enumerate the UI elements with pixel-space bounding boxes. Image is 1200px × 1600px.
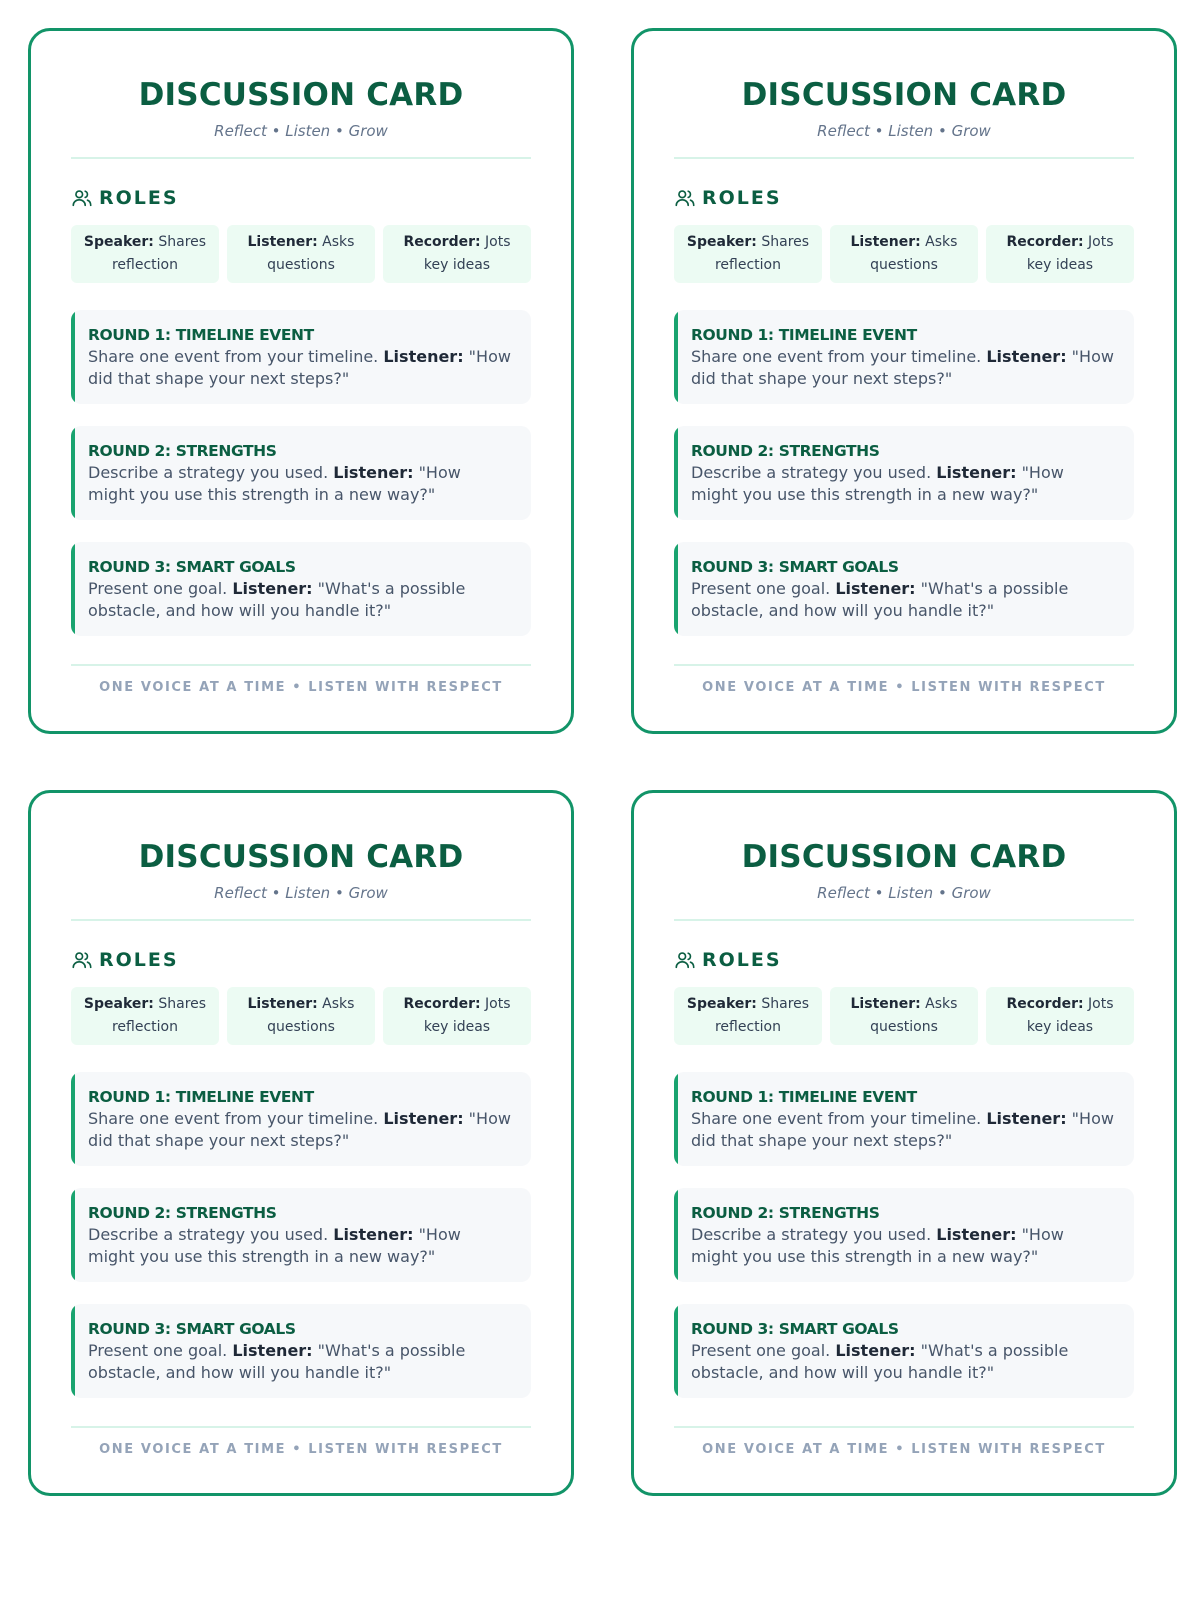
role-listener: [830, 225, 978, 283]
roles-heading: ROLES: [702, 949, 782, 971]
users-icon: [71, 187, 93, 209]
round-prompt: [88, 1340, 511, 1383]
prompt-text: Share one event from your timeline.: [88, 347, 384, 366]
role-desc-cont: key ideas: [423, 1019, 491, 1035]
discussion-card: [631, 790, 1177, 1496]
round-title: ROUND 3: SMART GOALS: [691, 558, 899, 576]
round-title: ROUND 2: STRENGTHS: [88, 1204, 277, 1222]
divider: [674, 919, 1134, 921]
roles-list: [71, 225, 531, 283]
listener-question: "How did that shape your next steps?": [88, 347, 511, 388]
role-listener: [830, 987, 978, 1045]
round-1: [674, 310, 1134, 404]
role-recorder: [383, 225, 531, 283]
round-title: ROUND 3: SMART GOALS: [88, 558, 296, 576]
round-2: [71, 1188, 531, 1282]
divider: [71, 157, 531, 159]
role-speaker: [674, 987, 822, 1045]
role-recorder: [986, 225, 1134, 283]
divider: [674, 157, 1134, 159]
round-2: [71, 426, 531, 520]
round-title: ROUND 2: STRENGTHS: [88, 442, 277, 460]
round-2: [674, 426, 1134, 520]
prompt-text: Present one goal.: [88, 1341, 233, 1360]
card-title: DISCUSSION CARD: [138, 839, 464, 875]
role-listener: [227, 225, 375, 283]
round-prompt: [88, 346, 511, 389]
round-prompt: [88, 462, 511, 505]
role-desc: Jots: [480, 234, 511, 250]
footer-divider: [71, 1426, 531, 1428]
role-recorder: [986, 987, 1134, 1045]
round-3: [71, 1304, 531, 1398]
round-3: [674, 1304, 1134, 1398]
round-prompt: [691, 1340, 1114, 1383]
prompt-text: Share one event from your timeline.: [691, 1109, 987, 1128]
role-desc: Shares: [756, 234, 810, 250]
card-title: DISCUSSION CARD: [138, 77, 464, 113]
discussion-card: [28, 28, 574, 734]
role-desc: Jots: [1083, 996, 1114, 1012]
role-desc: Shares: [153, 996, 207, 1012]
round-2: [674, 1188, 1134, 1282]
prompt-text: Describe a strategy you used.: [88, 1225, 334, 1244]
round-title: ROUND 2: STRENGTHS: [691, 442, 880, 460]
card-footer: ONE VOICE AT A TIME • LISTEN WITH RESPECT: [702, 1442, 1106, 1457]
role-desc-cont: reflection: [714, 257, 781, 273]
listener-label: Listener:: [383, 1109, 464, 1128]
listener-question: "How did that shape your next steps?": [691, 347, 1114, 388]
role-speaker: [71, 987, 219, 1045]
footer-divider: [71, 664, 531, 666]
round-prompt: [691, 578, 1114, 621]
role-desc-cont: questions: [267, 257, 335, 273]
round-prompt: [88, 578, 511, 621]
card-subtitle: Reflect • Listen • Grow: [817, 884, 991, 902]
role-desc: Jots: [480, 996, 511, 1012]
footer-divider: [674, 664, 1134, 666]
role-name: Listener:: [850, 996, 921, 1012]
round-prompt: [88, 1108, 511, 1151]
role-desc: Asks: [317, 234, 355, 250]
round-prompt: [691, 1224, 1114, 1267]
round-title: ROUND 1: TIMELINE EVENT: [88, 326, 314, 344]
listener-label: Listener:: [986, 1109, 1067, 1128]
round-prompt: [691, 462, 1114, 505]
round-prompt: [691, 1108, 1114, 1151]
users-icon: [674, 949, 696, 971]
roles-list: [674, 225, 1134, 283]
role-speaker: [674, 225, 822, 283]
prompt-text: Present one goal.: [691, 1341, 836, 1360]
discussion-card: [631, 28, 1177, 734]
role-desc: Asks: [920, 234, 958, 250]
role-name: Listener:: [850, 234, 921, 250]
role-name: Speaker:: [686, 234, 757, 250]
roles-header: [71, 185, 531, 211]
users-icon: [71, 949, 93, 971]
round-title: ROUND 3: SMART GOALS: [88, 1320, 296, 1338]
roles-list: [674, 987, 1134, 1045]
round-3: [71, 542, 531, 636]
listener-label: Listener:: [383, 347, 464, 366]
role-name: Listener:: [247, 234, 318, 250]
listener-label: Listener:: [333, 463, 414, 482]
listener-question: "What's a possible obstacle, and how will you handle it?": [88, 1341, 466, 1382]
listener-label: Listener:: [835, 579, 916, 598]
roles-header: [674, 185, 1134, 211]
role-desc-cont: key ideas: [423, 257, 491, 273]
round-prompt: [88, 1224, 511, 1267]
listener-question: "How might you use this strength in a new way?": [691, 1225, 1064, 1266]
prompt-text: Share one event from your timeline.: [88, 1109, 384, 1128]
role-desc-cont: reflection: [111, 1019, 178, 1035]
card-title: DISCUSSION CARD: [741, 839, 1067, 875]
card-subtitle: Reflect • Listen • Grow: [214, 884, 388, 902]
card-footer: ONE VOICE AT A TIME • LISTEN WITH RESPECT: [702, 680, 1106, 695]
roles-header: [674, 947, 1134, 973]
round-title: ROUND 1: TIMELINE EVENT: [691, 326, 917, 344]
roles-header: [71, 947, 531, 973]
role-desc: Jots: [1083, 234, 1114, 250]
role-recorder: [383, 987, 531, 1045]
listener-question: "What's a possible obstacle, and how will you handle it?": [691, 579, 1069, 620]
listener-label: Listener:: [835, 1341, 916, 1360]
divider: [71, 919, 531, 921]
listener-label: Listener:: [936, 463, 1017, 482]
users-icon: [674, 187, 696, 209]
prompt-text: Share one event from your timeline.: [691, 347, 987, 366]
round-title: ROUND 1: TIMELINE EVENT: [88, 1088, 314, 1106]
roles-heading: ROLES: [99, 949, 179, 971]
role-name: Recorder:: [1006, 996, 1084, 1012]
round-1: [71, 1072, 531, 1166]
role-name: Recorder:: [1006, 234, 1084, 250]
listener-label: Listener:: [936, 1225, 1017, 1244]
listener-question: "How did that shape your next steps?": [88, 1109, 511, 1150]
role-name: Speaker:: [83, 996, 154, 1012]
card-title: DISCUSSION CARD: [741, 77, 1067, 113]
role-desc: Asks: [920, 996, 958, 1012]
listener-label: Listener:: [232, 579, 313, 598]
card-footer: ONE VOICE AT A TIME • LISTEN WITH RESPECT: [99, 1442, 503, 1457]
prompt-text: Describe a strategy you used.: [88, 463, 334, 482]
prompt-text: Describe a strategy you used.: [691, 463, 937, 482]
role-desc-cont: reflection: [111, 257, 178, 273]
listener-label: Listener:: [232, 1341, 313, 1360]
role-name: Recorder:: [403, 996, 481, 1012]
round-1: [674, 1072, 1134, 1166]
prompt-text: Present one goal.: [691, 579, 836, 598]
role-desc: Shares: [153, 234, 207, 250]
roles-heading: ROLES: [99, 187, 179, 209]
round-prompt: [691, 346, 1114, 389]
role-speaker: [71, 225, 219, 283]
footer-divider: [674, 1426, 1134, 1428]
card-subtitle: Reflect • Listen • Grow: [214, 122, 388, 140]
roles-heading: ROLES: [702, 187, 782, 209]
prompt-text: Describe a strategy you used.: [691, 1225, 937, 1244]
card-footer: ONE VOICE AT A TIME • LISTEN WITH RESPECT: [99, 680, 503, 695]
role-desc-cont: questions: [870, 257, 938, 273]
role-desc-cont: key ideas: [1026, 1019, 1094, 1035]
role-listener: [227, 987, 375, 1045]
role-desc-cont: key ideas: [1026, 257, 1094, 273]
round-3: [674, 542, 1134, 636]
role-desc-cont: questions: [870, 1019, 938, 1035]
role-name: Speaker:: [686, 996, 757, 1012]
role-name: Speaker:: [83, 234, 154, 250]
round-title: ROUND 3: SMART GOALS: [691, 1320, 899, 1338]
role-desc: Shares: [756, 996, 810, 1012]
roles-list: [71, 987, 531, 1045]
listener-question: "What's a possible obstacle, and how will you handle it?": [88, 579, 466, 620]
round-title: ROUND 1: TIMELINE EVENT: [691, 1088, 917, 1106]
round-1: [71, 310, 531, 404]
listener-question: "How might you use this strength in a new way?": [88, 1225, 461, 1266]
role-desc-cont: reflection: [714, 1019, 781, 1035]
listener-label: Listener:: [986, 347, 1067, 366]
discussion-card: [28, 790, 574, 1496]
listener-question: "What's a possible obstacle, and how will you handle it?": [691, 1341, 1069, 1382]
role-desc: Asks: [317, 996, 355, 1012]
listener-label: Listener:: [333, 1225, 414, 1244]
role-name: Recorder:: [403, 234, 481, 250]
listener-question: "How did that shape your next steps?": [691, 1109, 1114, 1150]
role-desc-cont: questions: [267, 1019, 335, 1035]
round-title: ROUND 2: STRENGTHS: [691, 1204, 880, 1222]
role-name: Listener:: [247, 996, 318, 1012]
listener-question: "How might you use this strength in a new way?": [88, 463, 461, 504]
prompt-text: Present one goal.: [88, 579, 233, 598]
listener-question: "How might you use this strength in a new way?": [691, 463, 1064, 504]
card-subtitle: Reflect • Listen • Grow: [817, 122, 991, 140]
